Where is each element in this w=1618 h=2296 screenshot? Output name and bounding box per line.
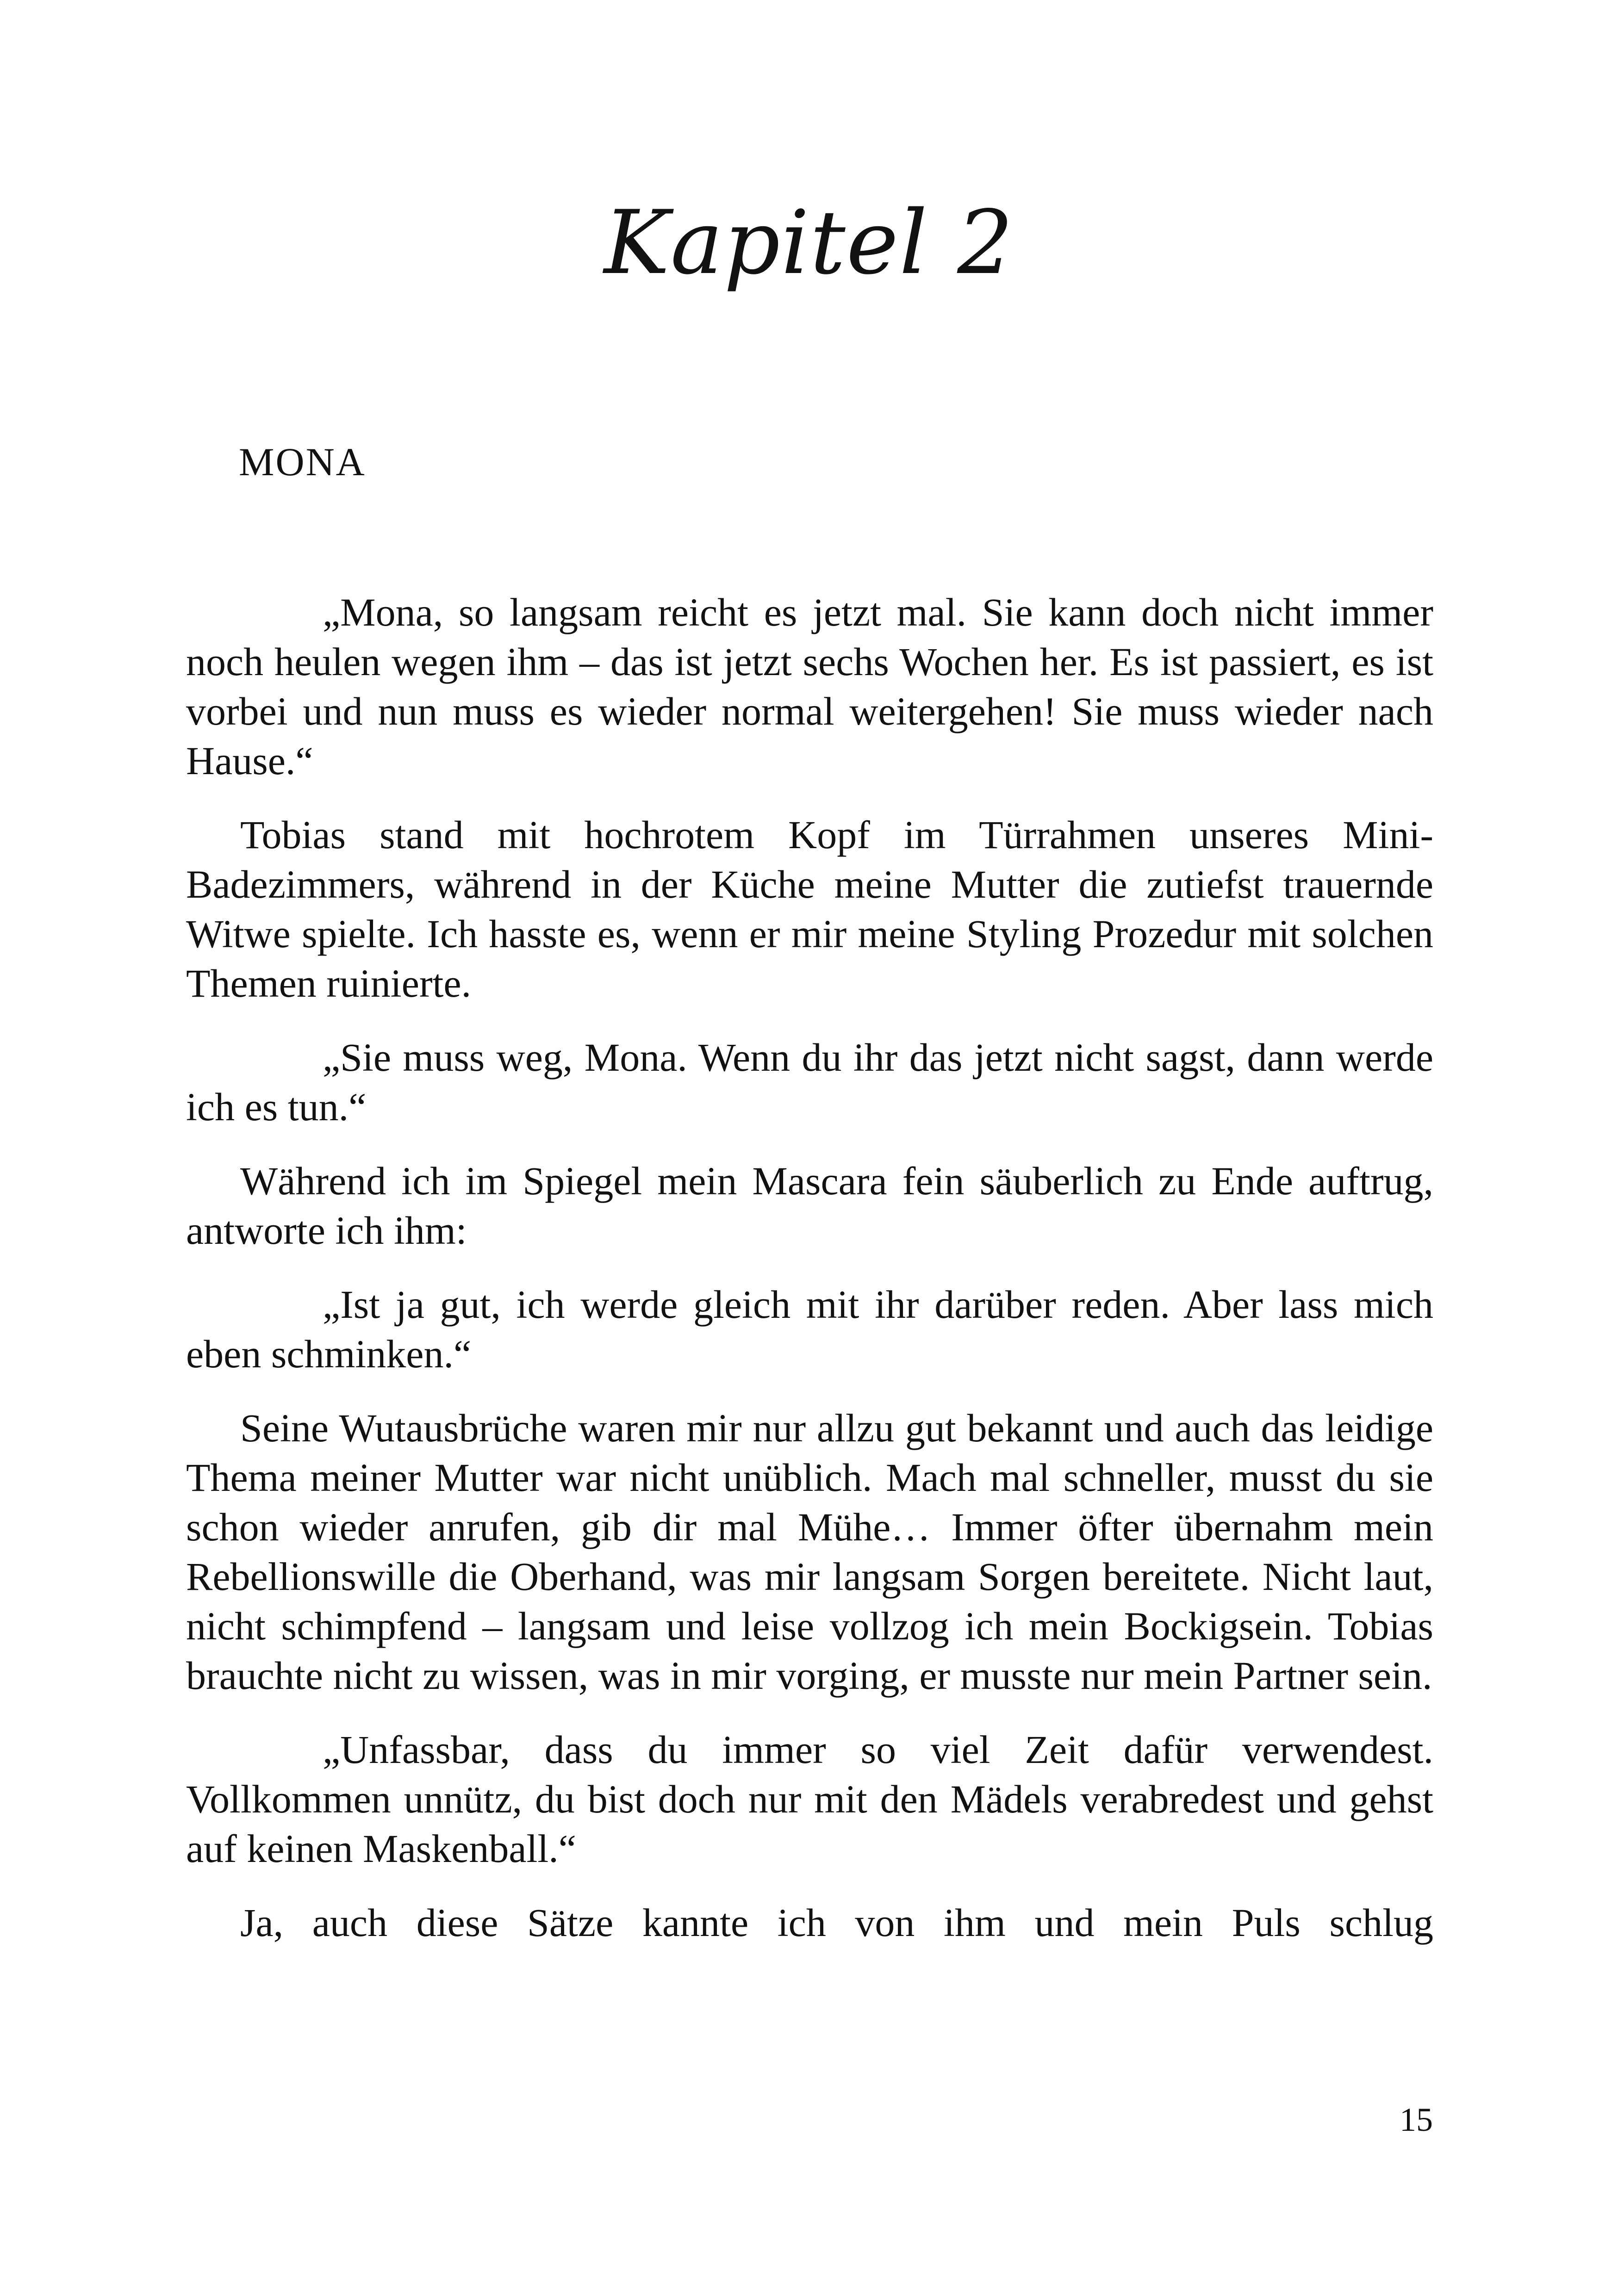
pov-character-label: MONA (239, 440, 366, 484)
paragraph: Tobias stand mit hochrotem Kopf im Türrahmen unseres Mini-Badezimmers, während in der Küche meine Mutter die zutiefst trauernde Witwe spielte. Ich hasste es, wenn er mir meine Styling Prozedur mit solchen Themen ruinierte. (186, 813, 1433, 1005)
chapter-title: Kapitel 2 (604, 192, 1014, 294)
paragraph-dialog: „Sie muss weg, Mona. Wenn du ihr das jetzt nicht sagst, dann werde ich es tun.“ (186, 1035, 1433, 1129)
paragraph: Ja, auch diese Sätze kannte ich von ihm und mein Puls schlug (240, 1900, 1433, 1945)
chapter-body (186, 588, 1433, 1972)
paragraph: Während ich im Spiegel mein Mascara fein säuberlich zu Ende auftrug, antworte ich ihm: (186, 1159, 1433, 1253)
paragraph-dialog: „Ist ja gut, ich werde gleich mit ihr darüber reden. Aber lass mich eben schminken.“ (186, 1282, 1433, 1376)
paragraph: Seine Wutausbrüche waren mir nur allzu gut bekannt und auch das leidige Thema meiner Mutter war nicht unüblich. Mach mal schneller, musst du sie schon wieder anrufen, gib dir mal Mühe… Immer öfter übernahm mein Rebellionswille die Oberhand, was mir langsam Sorgen bereitete. Nicht laut, nicht schimpfend – langsam und leise vollzog ich mein Bockigsein. Tobias brauchte nicht zu wissen, was in mir vorging, er musste nur mein Partner sein. (186, 1406, 1433, 1698)
paragraph-dialog: „Unfassbar, dass du immer so viel Zeit dafür verwendest. Vollkommen unnütz, du bist doch nur mit den Mädels verabredest und gehst auf keinen Maskenball.“ (186, 1727, 1433, 1871)
paragraph-dialog: „Mona, so langsam reicht es jetzt mal. Sie kann doch nicht immer noch heulen wegen ihm – das ist jetzt sechs Wochen her. Es ist passiert, es ist vorbei und nun muss es wieder normal weitergehen! Sie muss wieder nach Hause.“ (186, 590, 1433, 783)
page-number: 15 (1400, 2101, 1433, 2138)
